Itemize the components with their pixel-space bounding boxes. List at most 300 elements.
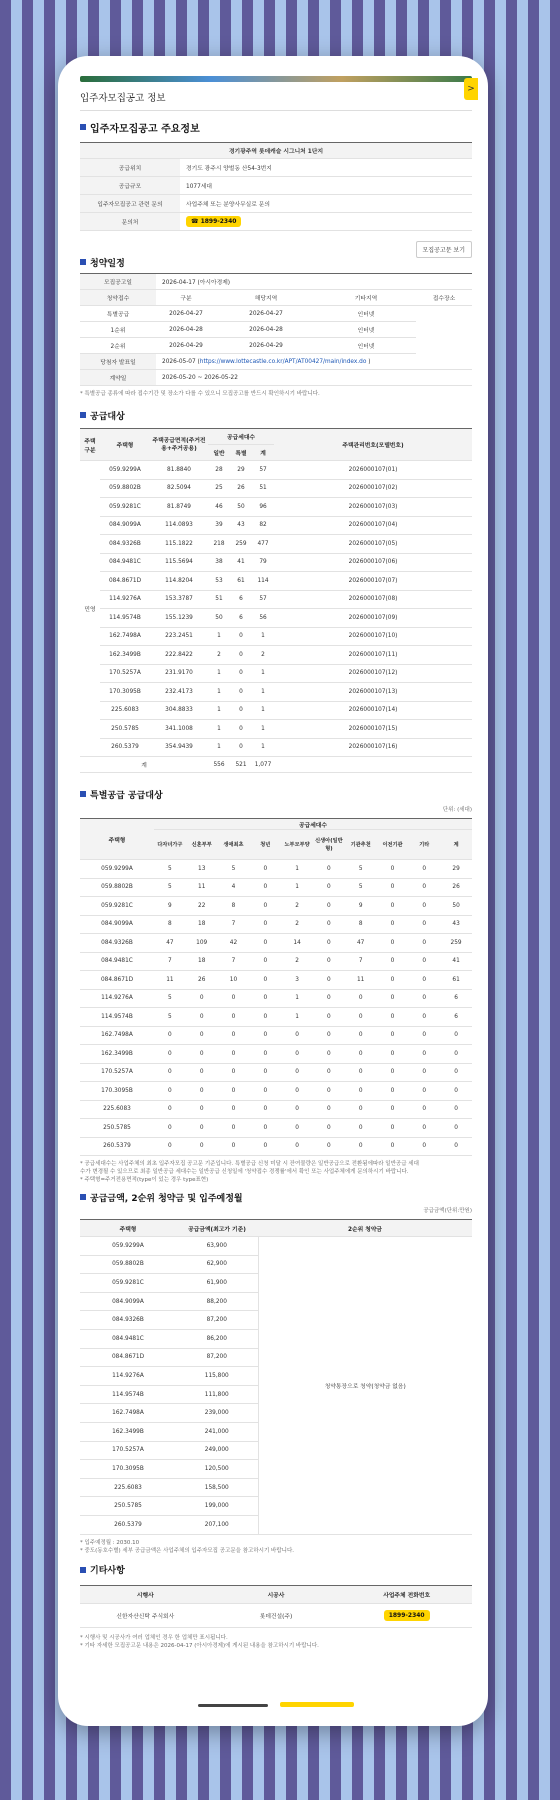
table-cell: 0 (345, 989, 377, 1008)
table-cell: 0 (230, 738, 252, 757)
table-cell: 059.8802B (80, 878, 154, 897)
table-cell: 0 (345, 1026, 377, 1045)
table-cell: 0 (218, 1008, 250, 1027)
col-header: 공급금액(최고가 기준) (176, 1220, 258, 1237)
special-note: * 공급세대수는 사업주체의 최초 입주자모집 공고문 기준입니다. 특별공급 신청 미달 시 잔여물량은 일반공급으로 전환됨에따라 일반공급 세대 수가 변경될 수 있으므로 최종 일반공급 세대수는 일반공급 신청일에 '청약접수 경쟁률'에서 확인 또는 사업주체에게 문의하시기 바랍니다. * 주택형=주거전용면적(type이 있는 경우 type표현) (80, 1161, 419, 1183)
schedule-note: * 특별공급 종류에 따라 접수기간 및 장소가 다를 수 있으니 모집공고를 반드시 확인하시기 바랍니다. (80, 391, 320, 397)
table-cell: 259 (230, 535, 252, 554)
home-indicator (198, 1704, 268, 1707)
col-header: 주택형 (100, 429, 150, 461)
col-header: 주택공급면적(주거전용+주거공용) (150, 429, 208, 461)
table-cell: 0 (408, 1137, 440, 1156)
table-cell: 0 (377, 897, 409, 916)
section-bullet-icon (80, 259, 86, 265)
table-cell: 6 (440, 1008, 472, 1027)
table-cell: 084.9099A (80, 915, 154, 934)
info-section-title: 입주자모집공고 주요정보 (80, 120, 472, 134)
table-cell: 11 (186, 878, 218, 897)
col-header: 계 (252, 445, 274, 461)
supply-row (80, 498, 472, 517)
table-cell: 2026-04-28 (156, 322, 216, 338)
table-cell: 0 (218, 1063, 250, 1082)
table-cell: 218 (208, 535, 230, 554)
schedule-row (80, 322, 472, 338)
col-header: 신혼부부 (186, 830, 218, 860)
table-cell: 0 (218, 1119, 250, 1138)
table-cell: 25 (208, 479, 230, 498)
table-cell: 7 (345, 952, 377, 971)
table-cell: 0 (440, 1082, 472, 1101)
table-cell: 059.8802B (80, 1255, 176, 1274)
table-cell: 059.9299A (80, 1237, 176, 1256)
table-cell: 0 (249, 860, 281, 879)
table-cell: 260.5379 (80, 1137, 154, 1156)
table-cell: 0 (377, 971, 409, 990)
page-header (80, 82, 475, 111)
table-cell: 114.8204 (150, 572, 208, 591)
table-cell: 11 (154, 971, 186, 990)
table-cell: 0 (249, 934, 281, 953)
supply-row (80, 461, 472, 480)
table-cell: 특별공급 (80, 306, 156, 322)
table-cell: 0 (249, 1119, 281, 1138)
section-bullet-icon (80, 124, 86, 130)
info-value: 경기도 광주시 양벌동 산54-3번지 (180, 159, 472, 177)
table-cell: 0 (408, 897, 440, 916)
table-cell: 0 (230, 701, 252, 720)
table-cell: 2026000107(15) (274, 720, 472, 739)
table-cell: 50 (440, 897, 472, 916)
table-cell: 6 (230, 609, 252, 628)
table-cell: 0 (408, 1063, 440, 1082)
table-cell: 0 (281, 1045, 313, 1064)
table-cell: 50 (208, 609, 230, 628)
table-cell: 61,900 (176, 1274, 258, 1293)
table-cell: 170.5257A (80, 1441, 176, 1460)
table-cell: 239,000 (176, 1404, 258, 1423)
supply-row (80, 553, 472, 572)
table-cell: 0 (249, 1008, 281, 1027)
table-cell: 0 (186, 1119, 218, 1138)
table-cell: 304.8833 (150, 701, 208, 720)
table-cell: 0 (313, 1082, 345, 1101)
table-cell: 2026000107(14) (274, 701, 472, 720)
table-cell: 2026000107(12) (274, 664, 472, 683)
table-cell: 0 (154, 1119, 186, 1138)
supply-row (80, 479, 472, 498)
table-cell: 111,800 (176, 1385, 258, 1404)
table-cell: 8 (218, 897, 250, 916)
supply-row (80, 609, 472, 628)
schedule-row (80, 338, 472, 354)
table-cell: 084.9099A (100, 516, 150, 535)
table-cell: 059.9299A (100, 461, 150, 480)
table-cell: 0 (186, 1008, 218, 1027)
table-cell: 0 (230, 720, 252, 739)
table-cell: 2026-04-28 (216, 322, 316, 338)
section-bullet-icon (80, 1194, 86, 1200)
table-cell: 인터넷 (316, 338, 416, 354)
special-row (80, 1045, 472, 1064)
table-cell: 341.1008 (150, 720, 208, 739)
supply-row (80, 535, 472, 554)
table-cell: 2 (281, 952, 313, 971)
table-cell: 0 (313, 1026, 345, 1045)
table-cell: 2026000107(10) (274, 627, 472, 646)
table-cell: 0 (249, 971, 281, 990)
table-cell: 0 (186, 1063, 218, 1082)
table-cell: 29 (230, 461, 252, 480)
deposit-text: 청약통장으로 청약(청약금 없음) (258, 1237, 472, 1535)
table-cell: 2026000107(06) (274, 553, 472, 572)
table-cell: 059.9299A (80, 860, 154, 879)
info-label: 공급규모 (80, 177, 180, 195)
special-row (80, 1082, 472, 1101)
table-cell: 114.9276A (100, 590, 150, 609)
col-header: 기관추천 (345, 830, 377, 860)
table-cell: 2 (281, 897, 313, 916)
complex-name: 경기광주역 롯데캐슬 시그니처 1단지 (80, 143, 472, 159)
col-header: 2순위 청약금 (258, 1220, 472, 1237)
table-cell: 0 (377, 934, 409, 953)
table-cell: 1 (208, 627, 230, 646)
table-cell: 1순위 (80, 322, 156, 338)
table-cell: 7 (218, 915, 250, 934)
builder-name: 롯데건설(주) (211, 1603, 342, 1627)
table-cell: 222.8422 (150, 646, 208, 665)
contract-label: 계약일 (80, 370, 156, 386)
table-cell: 43 (440, 915, 472, 934)
col-header: 생애최초 (218, 830, 250, 860)
table-cell: 084.9099A (80, 1292, 176, 1311)
table-cell: 11 (345, 971, 377, 990)
table-cell: 2026000107(04) (274, 516, 472, 535)
table-cell: 0 (313, 915, 345, 934)
table-cell: 155.1239 (150, 609, 208, 628)
announce-value: 2026-04-17 (아시아경제) (156, 274, 472, 290)
table-cell: 0 (154, 1063, 186, 1082)
special-row (80, 1119, 472, 1138)
supply-row (80, 664, 472, 683)
developer-name: 신한자산신탁 주식회사 (80, 1603, 211, 1627)
table-cell: 7 (154, 952, 186, 971)
table-cell: 5 (218, 860, 250, 879)
section-bullet-icon (80, 791, 86, 797)
table-cell: 0 (218, 1026, 250, 1045)
table-cell: 87,200 (176, 1311, 258, 1330)
table-cell: 0 (377, 1026, 409, 1045)
table-cell: 250.5785 (80, 1119, 154, 1138)
table-cell: 57 (252, 590, 274, 609)
developer-phone-chip[interactable]: 1899-2340 (384, 1610, 430, 1621)
table-cell: 1 (208, 664, 230, 683)
table-cell: 225.6083 (80, 1478, 176, 1497)
table-cell: 82 (252, 516, 274, 535)
table-cell: 0 (186, 1026, 218, 1045)
table-cell: 인터넷 (316, 306, 416, 322)
table-cell: 0 (408, 971, 440, 990)
table-cell: 260.5379 (80, 1515, 176, 1534)
table-cell: 170.5257A (100, 664, 150, 683)
table-cell: 0 (377, 1063, 409, 1082)
table-cell: 0 (345, 1045, 377, 1064)
table-cell: 2026000107(01) (274, 461, 472, 480)
table-cell: 0 (408, 1045, 440, 1064)
table-cell: 0 (218, 1100, 250, 1119)
table-cell: 2026000107(09) (274, 609, 472, 628)
table-cell: 115.5694 (150, 553, 208, 572)
apply-label: 청약접수 (80, 290, 156, 306)
table-cell: 0 (313, 1119, 345, 1138)
table-cell: 114.0893 (150, 516, 208, 535)
table-cell: 5 (154, 878, 186, 897)
table-cell: 084.9326B (100, 535, 150, 554)
table-cell: 26 (440, 878, 472, 897)
table-cell: 158,500 (176, 1478, 258, 1497)
special-row (80, 915, 472, 934)
page-title: 입주자모집공고 정보 (80, 93, 166, 104)
table-cell: 0 (345, 1063, 377, 1082)
table-cell: 170.5257A (80, 1063, 154, 1082)
table-cell: 0 (440, 1063, 472, 1082)
table-cell: 207,100 (176, 1515, 258, 1534)
table-cell: 62,900 (176, 1255, 258, 1274)
table-cell: 0 (249, 1137, 281, 1156)
table-cell: 41 (230, 553, 252, 572)
table-cell: 259 (440, 934, 472, 953)
table-cell: 8 (154, 915, 186, 934)
table-cell: 0 (377, 878, 409, 897)
table-cell: 170.3095B (80, 1460, 176, 1479)
schedule-col: 기타지역 (316, 290, 416, 306)
table-cell: 162.3499B (80, 1422, 176, 1441)
table-cell: 0 (408, 878, 440, 897)
col-header: 공급세대수 (154, 819, 472, 830)
price-unit: 공급금액(단위:만원) (423, 1208, 472, 1214)
table-cell: 0 (230, 627, 252, 646)
table-cell: 79 (252, 553, 274, 572)
phone-frame (58, 56, 488, 1726)
table-cell: 114.9574B (100, 609, 150, 628)
table-cell: 0 (249, 915, 281, 934)
supply-row (80, 572, 472, 591)
table-cell: 354.9439 (150, 738, 208, 757)
price-table (80, 1219, 472, 1535)
table-cell: 0 (377, 989, 409, 1008)
table-cell: 9 (154, 897, 186, 916)
table-cell: 47 (345, 934, 377, 953)
table-cell: 0 (313, 897, 345, 916)
table-cell: 084.9326B (80, 1311, 176, 1330)
table-cell: 8 (345, 915, 377, 934)
special-row (80, 1063, 472, 1082)
table-cell: 250.5785 (100, 720, 150, 739)
col-header: 시행사 (80, 1585, 211, 1603)
table-cell: 0 (154, 1082, 186, 1101)
table-cell: 6 (440, 989, 472, 1008)
table-cell: 42 (218, 934, 250, 953)
table-cell: 059.9281C (100, 498, 150, 517)
table-cell: 084.9326B (80, 934, 154, 953)
house-type: 민영 (80, 461, 100, 757)
table-cell: 2026-04-29 (216, 338, 316, 354)
table-cell: 61 (230, 572, 252, 591)
table-cell: 162.3499B (100, 646, 150, 665)
table-cell: 81.8749 (150, 498, 208, 517)
table-cell: 13 (186, 860, 218, 879)
table-cell: 059.9281C (80, 1274, 176, 1293)
info-row (80, 177, 472, 195)
table-cell: 1 (252, 701, 274, 720)
table-cell: 0 (313, 934, 345, 953)
table-cell: 2026000107(03) (274, 498, 472, 517)
table-cell: 0 (230, 664, 252, 683)
table-cell: 1 (208, 701, 230, 720)
table-cell: 0 (377, 1008, 409, 1027)
table-cell: 2026000107(16) (274, 738, 472, 757)
table-cell: 059.9281C (80, 897, 154, 916)
table-cell: 86,200 (176, 1329, 258, 1348)
table-cell: 0 (154, 1137, 186, 1156)
table-cell: 81.8840 (150, 461, 208, 480)
table-cell: 0 (408, 1082, 440, 1101)
table-cell: 162.3499B (80, 1045, 154, 1064)
special-row (80, 1100, 472, 1119)
special-row (80, 989, 472, 1008)
table-cell: 0 (186, 1045, 218, 1064)
table-cell: 1 (252, 664, 274, 683)
table-cell: 0 (249, 1082, 281, 1101)
table-cell: 0 (281, 1026, 313, 1045)
etc-table (80, 1585, 472, 1628)
special-row (80, 934, 472, 953)
supply-row (80, 738, 472, 757)
info-value: 1077세대 (180, 177, 472, 195)
table-cell: 0 (377, 952, 409, 971)
contract-value: 2026-05-20 ~ 2026-05-22 (156, 370, 472, 386)
special-row (80, 878, 472, 897)
table-cell: 22 (186, 897, 218, 916)
table-cell: 53 (208, 572, 230, 591)
winner-value: 2026-05-07 (https://www.lottecastle.co.kr/APT/AT00427/main/index.do ) (156, 354, 472, 370)
table-cell: 1 (252, 627, 274, 646)
table-cell: 0 (313, 1137, 345, 1156)
table-cell: 18 (186, 952, 218, 971)
table-cell: 0 (377, 1082, 409, 1101)
table-cell: 114.9574B (80, 1385, 176, 1404)
special-row (80, 971, 472, 990)
table-cell: 059.8802B (100, 479, 150, 498)
view-notice-button[interactable]: 모집공고문 보기 (416, 241, 472, 258)
table-cell: 87,200 (176, 1348, 258, 1367)
table-cell: 0 (186, 1137, 218, 1156)
table-cell: 477 (252, 535, 274, 554)
special-row (80, 1008, 472, 1027)
supply-row (80, 516, 472, 535)
table-cell: 0 (249, 878, 281, 897)
table-cell: 0 (281, 1082, 313, 1101)
table-cell: 0 (249, 989, 281, 1008)
table-cell: 2026000107(11) (274, 646, 472, 665)
col-header: 공급세대수 (208, 429, 274, 445)
table-cell: 2026-04-27 (156, 306, 216, 322)
table-cell: 0 (249, 952, 281, 971)
table-cell: 1 (208, 738, 230, 757)
table-cell: 1 (208, 683, 230, 702)
table-cell: 114 (252, 572, 274, 591)
table-cell: 28 (208, 461, 230, 480)
table-cell: 0 (281, 1119, 313, 1138)
table-cell: 3 (281, 971, 313, 990)
supply-row (80, 646, 472, 665)
table-cell: 7 (218, 952, 250, 971)
table-cell: 1 (252, 738, 274, 757)
info-value: 사업주체 또는 분양사무실로 문의 (180, 195, 472, 213)
table-cell: 0 (230, 683, 252, 702)
table-cell: 46 (208, 498, 230, 517)
supply-row (80, 590, 472, 609)
table-cell: 인터넷 (316, 322, 416, 338)
col-header: 주택형 (80, 819, 154, 860)
table-cell: 5 (345, 860, 377, 879)
table-cell: 14 (281, 934, 313, 953)
table-cell: 0 (345, 1119, 377, 1138)
table-cell: 2순위 (80, 338, 156, 354)
table-cell: 5 (154, 860, 186, 879)
table-cell: 4 (218, 878, 250, 897)
table-cell: 26 (230, 479, 252, 498)
table-cell: 29 (440, 860, 472, 879)
table-cell: 162.7498A (80, 1026, 154, 1045)
table-cell: 115.1822 (150, 535, 208, 554)
col-header: 노부모부양 (281, 830, 313, 860)
special-unit: 단위: (세대) (442, 807, 472, 813)
schedule-col: 해당지역 (216, 290, 316, 306)
table-cell: 231.9170 (150, 664, 208, 683)
table-cell: 0 (408, 989, 440, 1008)
table-cell: 0 (218, 1082, 250, 1101)
col-header: 주택관리번호(모델번호) (274, 429, 472, 461)
announce-label: 모집공고일 (80, 274, 156, 290)
col-header: 특별 (230, 445, 252, 461)
table-cell: 250.5785 (80, 1497, 176, 1516)
winner-label: 당첨자 발표일 (80, 354, 156, 370)
table-cell: 47 (154, 934, 186, 953)
table-cell: 38 (208, 553, 230, 572)
bottom-action-bar[interactable] (280, 1702, 354, 1707)
col-header: 계 (440, 830, 472, 860)
table-cell: 61 (440, 971, 472, 990)
table-cell: 0 (249, 1026, 281, 1045)
schedule-table (80, 273, 472, 386)
table-cell: 0 (281, 1137, 313, 1156)
supply-row (80, 627, 472, 646)
table-cell: 51 (252, 479, 274, 498)
winner-link[interactable]: https://www.lottecastle.co.kr/APT/AT00427/main/index.do (199, 358, 367, 365)
table-cell: 115,800 (176, 1367, 258, 1386)
table-cell: 5 (345, 878, 377, 897)
table-cell: 0 (408, 1100, 440, 1119)
side-tab-button[interactable]: > (464, 78, 478, 100)
contact-phone-chip[interactable]: ☎ 1899-2340 (186, 216, 241, 227)
table-cell: 26 (186, 971, 218, 990)
table-cell: 56 (252, 609, 274, 628)
table-cell: 0 (313, 1100, 345, 1119)
table-cell: 225.6083 (100, 701, 150, 720)
table-cell: 6 (230, 590, 252, 609)
table-cell: 084.9481C (80, 952, 154, 971)
table-cell: 114.9276A (80, 1367, 176, 1386)
